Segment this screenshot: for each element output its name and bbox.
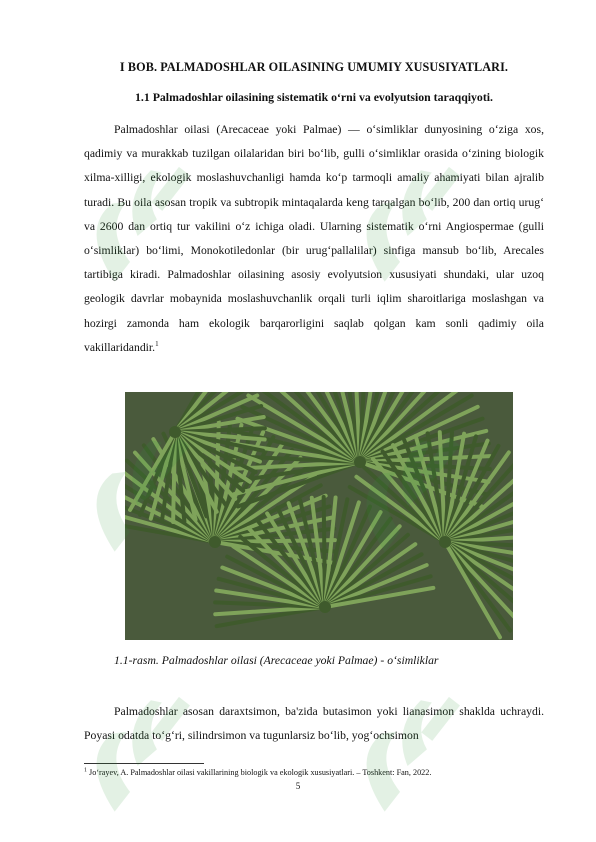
section-title: 1.1 Palmadoshlar oilasining sistematik o‘rni va evolyutsion taraqqiyoti. [135, 90, 493, 104]
footnote-divider [84, 763, 204, 764]
figure-caption: 1.1-rasm. Palmadoshlar oilasi (Arecaceae yoki Palmae) - o‘simliklar [114, 654, 439, 667]
footnote [84, 767, 544, 778]
palm-leaves-illustration [125, 392, 513, 640]
footnote-marker[interactable]: 1 [155, 339, 159, 348]
page-number: 5 [295, 781, 301, 791]
footnote-number: 1 [84, 767, 87, 774]
footnote-text: Jo‘rayev, A. Palmadoshlar oilasi vakillarining biologik va ekologik xususiyatlari. – Toshkent: Fan, 2022. [89, 768, 432, 777]
paragraph-1-text: Palmadoshlar oilasi (Arecaceae yoki Palmae) — o‘simliklar dunyosining o‘ziga xos, qadimiy va murakkab tuzilgan oilalaridan biri bo‘lib, gulli o‘simliklar orasida o‘zining biologik xilma-xilligi, ekologik moslashuvchanligi hamda ko‘p tarmoqli amaliy ahamiyati bilan ajralib turadi. Bu oila asosan tropik va subtropik mintaqalarda keng tarqalgan bo‘lib, 200 dan ortiq urug‘ va 2600 dan ortiq tur vakilini o‘z ichiga oladi. Ularning sistematik o‘rni Angiospermae (gulli o‘simliklar) bo‘limi, Monokotiledonlar (bir urug‘pallalilar) sinfiga mansub bo‘lib, Arecales tartibiga kiradi. Palmadoshlar oilasining asosiy evolyutsion xususiyati shundaki, ular uzoq geologik davrlar mobaynida moslashuvchanlik orqali turli iqlim sharoitlariga moslashgan va hozirgi zamonda ham ekologik barqarorligini saqlab qolgan kam sonli qadimiy oila vakillaridandir. [84, 123, 544, 354]
palm-figure-image [125, 392, 513, 640]
paragraph-2: Palmadoshlar asosan daraxtsimon, ba'zida butasimon yoki lianasimon shaklda uchraydi. Poyasi odatda to‘g‘ri, silindrsimon va tugunlarsiz bo‘lib, yog‘ochsimon [84, 705, 544, 743]
chapter-title: I BOB. PALMADOSHLAR OILASINING UMUMIY XUSUSIYATLARI. [119, 60, 509, 74]
paragraph-1 [84, 118, 544, 360]
